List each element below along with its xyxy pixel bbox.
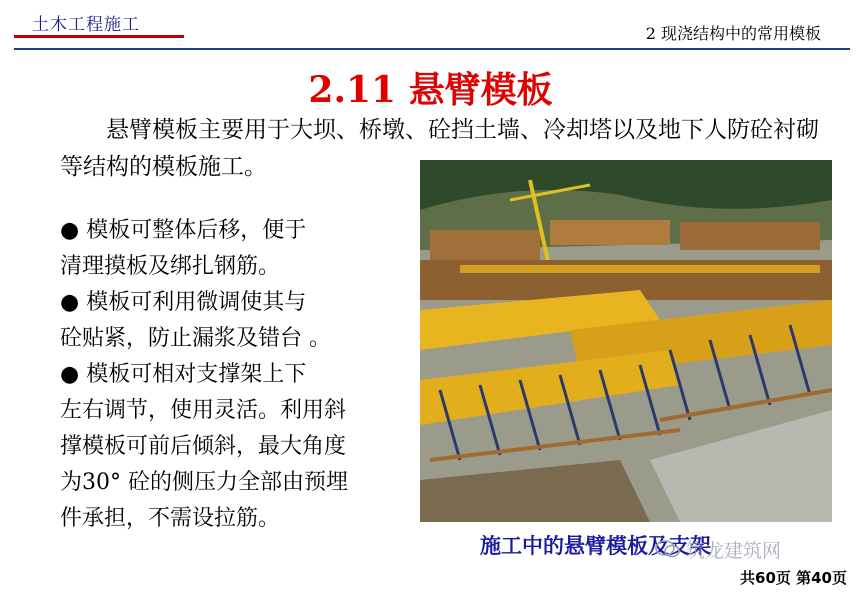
header-rule — [14, 48, 850, 50]
bullet-3-line-1: ● 模板可相对支撑架上下 — [60, 362, 307, 387]
brand-underline — [14, 35, 184, 38]
chat-bubble-icon — [655, 538, 681, 560]
intro-paragraph: 悬臂模板主要用于大坝、桥墩、砼挡土墙、冷却塔以及地下人防砼衬砌等结构的模板施工。 — [60, 117, 819, 180]
bullet-1-line-2: 清理摸板及绑扎钢筋。 — [60, 254, 281, 279]
photo-caption: 施工中的悬臂模板及支架 — [480, 534, 711, 558]
bullet-3-line-3: 撑模板可前后倾斜，最大角度 — [60, 434, 347, 459]
brand-label: 土木工程施工 — [32, 15, 140, 35]
bullet-3-line-4: 为30° 砼的侧压力全部由预埋 — [60, 470, 348, 495]
bullet-list — [60, 213, 420, 537]
chapter-title: 2 现浇结构中的常用模板 — [645, 24, 821, 43]
construction-photo — [420, 160, 832, 522]
bullet-1-line-1: ● 模板可整体后移，便于 — [60, 218, 307, 243]
construction-photo-illustration — [420, 160, 832, 522]
bullet-3-line-5: 件承担，不需设拉筋。 — [60, 506, 281, 531]
bullet-2-line-2: 砼贴紧，防止漏浆及错台 。 — [60, 326, 331, 351]
watermark-text: 筑龙建筑网 — [686, 540, 782, 562]
slide-title: 2.11 悬臂模板 — [308, 69, 553, 111]
bullet-3-line-2: 左右调节，使用灵活。利用斜 — [60, 398, 347, 423]
page-counter: 共60页 第40页 — [740, 569, 847, 587]
bullet-2-line-1: ● 模板可利用微调使其与 — [60, 290, 307, 315]
